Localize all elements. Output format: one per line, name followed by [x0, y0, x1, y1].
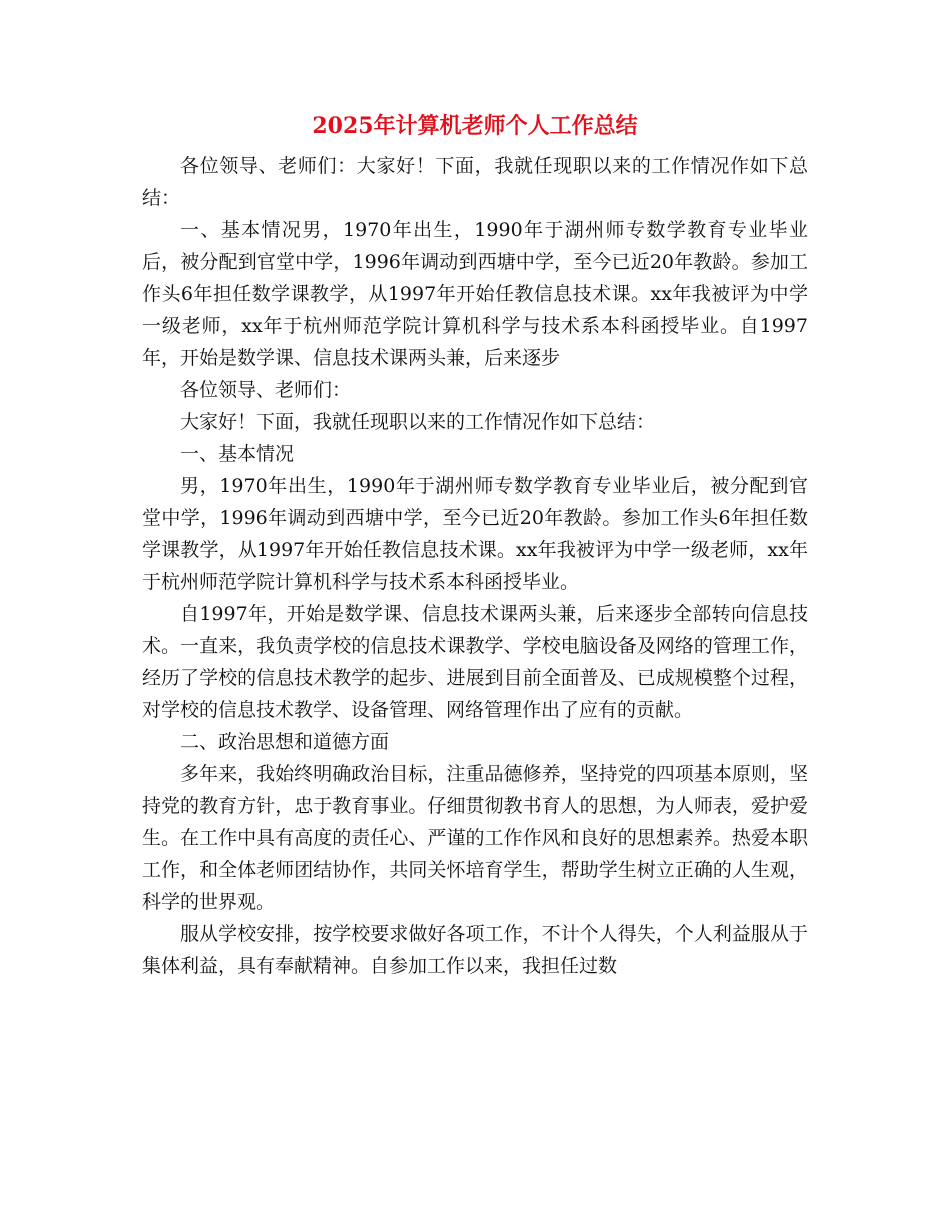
- document-title: 2025年计算机老师个人工作总结: [312, 113, 638, 139]
- paragraph-salutation: 各位领导、老师们：: [180, 379, 352, 401]
- paragraph-politics-ethics: 多年来，我始终明确政治目标，注重品德修养，坚持党的四项基本原则，坚持党的教育方针，忠于教育事业。仔细贯彻教书育人的思想，为人师表，爱护爱生。在工作中具有高度的责任心、严谨的工作作风和良好的思想素养。热爱本职工作，和全体老师团结协作，共同关怀培育学生，帮助学生树立正确的人生观，科学的世界观。: [142, 763, 808, 913]
- section-heading-basic-info: 一、基本情况: [180, 443, 295, 465]
- paragraph-it-teaching: 自1997年，开始是数学课、信息技术课两头兼，后来逐步全部转向信息技术。一直来，我负责学校的信息技术课教学、学校电脑设备及网络的管理工作，经历了学校的信息技术教学的起步、进展到目前全面普及、已成规模整个过程，对学校的信息技术教学、设备管理、网络管理作出了应有的贡献。: [142, 603, 808, 721]
- paragraph-intro: 大家好！下面，我就任现职以来的工作情况作如下总结：: [180, 411, 656, 433]
- paragraph-basic-info: 男，1970年出生，1990年于湖州师专数学教育专业毕业后，被分配到官堂中学，1996年调动到西塘中学，至今已近20年教龄。参加工作头6年担任数学课教学，从1997年开始任教信息技术课。xx年我被评为中学一级老师，xx年于杭州师范学院计算机科学与技术系本科函授毕业。: [142, 475, 808, 593]
- document-body: [142, 150, 808, 982]
- section-heading-politics-ethics: 二、政治思想和道德方面: [180, 731, 390, 753]
- paragraph-obey-arrangement: 服从学校安排，按学校要求做好各项工作，不计个人得失，个人利益服从于集体利益，具有奉献精神。自参加工作以来，我担任过数: [142, 923, 808, 977]
- paragraph-greeting: 各位领导、老师们：大家好！下面，我就任现职以来的工作情况作如下总结：: [142, 155, 808, 209]
- paragraph-basic-info-summary: 一、基本情况男，1970年出生，1990年于湖州师专数学教育专业毕业后，被分配到官堂中学，1996年调动到西塘中学，至今已近20年教龄。参加工作头6年担任数学课教学，从1997年开始任教信息技术课。xx年我被评为中学一级老师，xx年于杭州师范学院计算机科学与技术系本科函授毕业。自1997年，开始是数学课、信息技术课两头兼，后来逐步: [142, 219, 808, 369]
